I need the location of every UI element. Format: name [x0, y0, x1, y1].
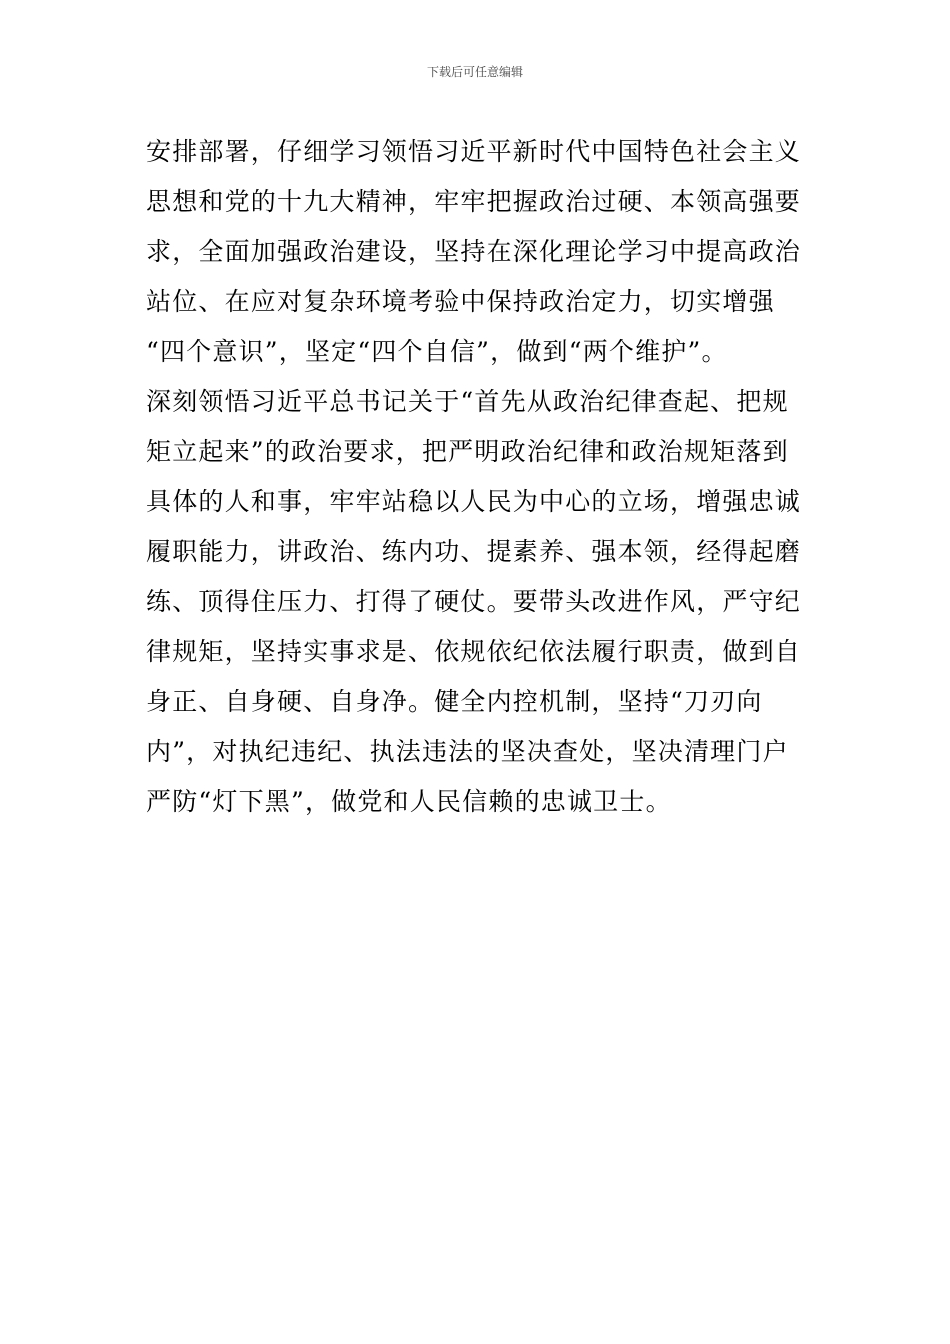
text-line: 练、顶得住压力、打得了硬仗。要带头改进作风，严守纪 — [146, 587, 802, 616]
text-line: 律规矩，坚持实事求是、依规依纪依法履行职责，做到自 — [146, 637, 802, 666]
text-line: 身正、自身硬、自身净。健全内控机制，坚持“刀刃向 — [146, 687, 763, 716]
text-line: 具体的人和事，牢牢站稳以人民为中心的立场，增强忠诚 — [146, 487, 802, 516]
text-line: 履职能力，讲政治、练内功、提素养、强本领，经得起磨 — [146, 537, 802, 566]
text-line: 内”，对执纪违纪、执法违法的坚决查处，坚决清理门户 — [146, 737, 789, 766]
text-line: 思想和党的十九大精神，牢牢把握政治过硬、本领高强要 — [146, 187, 802, 216]
text-line: “四个意识”，坚定“四个自信”，做到“两个维护”。 — [146, 337, 728, 366]
header-note: 下载后可任意编辑 — [426, 65, 523, 79]
body-text — [146, 127, 806, 827]
text-line: 安排部署，仔细学习领悟习近平新时代中国特色社会主义 — [146, 137, 802, 166]
text-line: 深刻领悟习近平总书记关于“首先从政治纪律查起、把规 — [146, 387, 789, 416]
text-line: 求，全面加强政治建设，坚持在深化理论学习中提高政治 — [146, 237, 802, 266]
text-line: 站位、在应对复杂环境考验中保持政治定力，切实增强 — [146, 287, 775, 316]
text-line: 矩立起来”的政治要求，把严明政治纪律和政治规矩落到 — [146, 437, 789, 466]
text-line: 严防“灯下黑”，做党和人民信赖的忠诚卫士。 — [146, 787, 672, 816]
